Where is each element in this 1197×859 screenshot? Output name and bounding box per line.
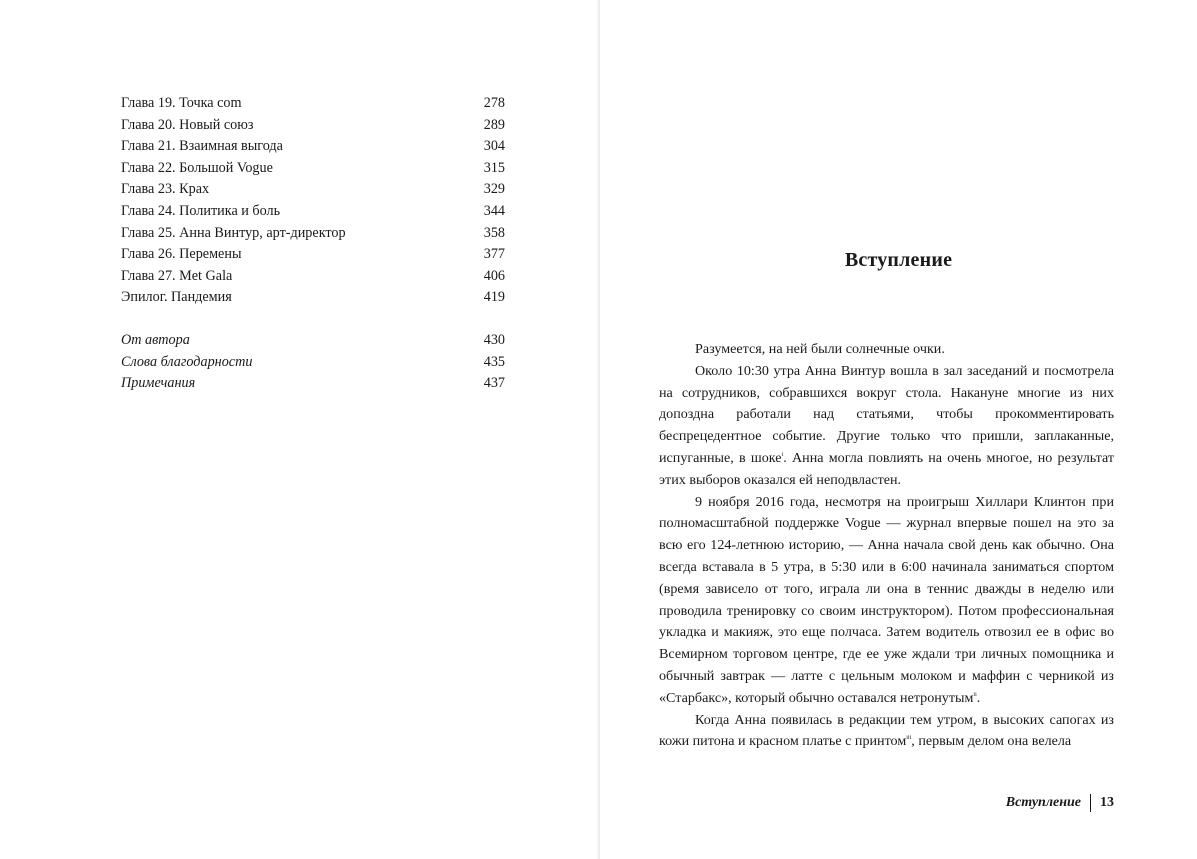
toc-entry[interactable]	[121, 287, 505, 309]
toc-entry[interactable]	[121, 115, 505, 137]
toc-entry-backmatter[interactable]	[121, 352, 505, 374]
toc-entry-page: 304	[483, 138, 505, 155]
paragraph-text: .	[976, 689, 981, 706]
toc-entry-page: 419	[483, 289, 505, 306]
paragraph-text: Около 10:30 утра Анна Винтур вошла в зал заседаний и посмотрела на сотрудников, собравшихся вокруг стола. Накануне многие из них допоздна работали над статьями, чтобы прокомментировать беспрецедентное событие. Другие только что пришли, заплаканные, испуганные, в шоке	[659, 362, 1114, 466]
paragraph	[659, 339, 1114, 361]
paragraph-text: 9 ноября 2016 года, несмотря на проигрыш Хиллари Клинтон при полномасштабной поддержке Vogue — журнал впервые пошел на это за всю его 124-летнюю историю, — Анна начала свой день как обычно. Она всегда вставала в 5 утра, в 5:30 или в 6:00 начинала заниматься спортом (время зависело от того, играла ли она в теннис дважды в неделю или проводила тренировку со своим инструктором). Потом профессиональная укладка и макияж, это еще полчаса. Затем водитель отвозил ее в офис во Всемирном торговом центре, где ее уже ждали три личных помощника и обычный завтрак — латте с цельным молоком и маффин с черникой из «Старбакс», который обычно оставался нетронутым	[659, 493, 1114, 706]
toc-spacer	[121, 309, 505, 330]
toc-entry-title: От автора	[121, 331, 190, 348]
toc-entry-title: Глава 25. Анна Винтур, арт-директор	[121, 224, 346, 241]
footer-section-name: Вступление	[1005, 795, 1081, 810]
chapter-heading: Вступление	[844, 249, 953, 271]
toc-entry-page: 358	[483, 224, 505, 241]
page-number: 13	[1100, 795, 1114, 810]
toc-entry-page: 289	[483, 116, 505, 133]
paragraph-text: Разумеется, на ней были солнечные очки.	[695, 341, 945, 357]
toc-entry-page: 344	[483, 202, 505, 219]
toc-entry[interactable]	[121, 136, 505, 158]
right-page	[600, 0, 1197, 859]
toc-entry[interactable]	[121, 179, 505, 201]
toc-entry-page: 315	[483, 159, 505, 176]
toc-entry-title: Глава 24. Политика и боль	[121, 202, 281, 219]
footnote-marker[interactable]: i	[781, 451, 784, 458]
toc-entry[interactable]	[121, 266, 505, 288]
toc-entry-title: Глава 20. Новый союз	[121, 116, 254, 133]
toc-entry[interactable]	[121, 201, 505, 223]
table-of-contents	[121, 93, 505, 395]
toc-entry-page: 278	[483, 95, 505, 111]
footnote-marker[interactable]: iii	[906, 735, 912, 742]
toc-entry-page: 437	[483, 375, 505, 392]
paragraph-text: Когда Анна появилась в редакции тем утром, в высоких сапогах из кожи питона и красном платье с принтом	[659, 711, 1114, 750]
paragraph	[659, 492, 1114, 710]
toc-entry-backmatter[interactable]	[121, 373, 505, 395]
toc-entry[interactable]	[121, 223, 505, 245]
toc-entry-page: 430	[483, 331, 505, 348]
toc-entry-page: 329	[483, 181, 505, 198]
toc-entry-page: 435	[483, 353, 505, 370]
toc-entry[interactable]	[121, 93, 505, 115]
running-footer	[1006, 794, 1114, 812]
toc-entry-title: Примечания	[121, 375, 196, 392]
body-text	[659, 339, 1114, 753]
paragraph	[659, 361, 1114, 492]
paragraph	[659, 710, 1114, 754]
toc-entry-title: Глава 26. Перемены	[121, 246, 242, 263]
toc-entry-title: Глава 23. Крах	[121, 181, 210, 198]
toc-entry[interactable]	[121, 244, 505, 266]
toc-entry[interactable]	[121, 158, 505, 180]
toc-entry-page: 377	[483, 246, 505, 263]
toc-entry-title: Эпилог. Пандемия	[121, 289, 232, 306]
toc-entry-backmatter[interactable]	[121, 330, 505, 352]
toc-entry-title: Глава 19. Точка com	[121, 95, 242, 111]
toc-entry-title: Глава 22. Большой Vogue	[121, 159, 273, 176]
toc-entry-page: 406	[483, 267, 505, 284]
footer-divider	[1090, 794, 1091, 812]
toc-entry-title: Глава 21. Взаимная выгода	[121, 138, 283, 155]
paragraph-text: , первым делом она велела	[911, 733, 1072, 750]
toc-entry-title: Глава 27. Met Gala	[121, 267, 233, 284]
toc-entry-title: Слова благодарности	[121, 353, 253, 370]
paragraph-text: . Анна могла повлиять на очень многое, но результат этих выборов оказался ей неподвластен.	[659, 449, 1115, 488]
footnote-marker[interactable]: ii	[973, 691, 977, 698]
